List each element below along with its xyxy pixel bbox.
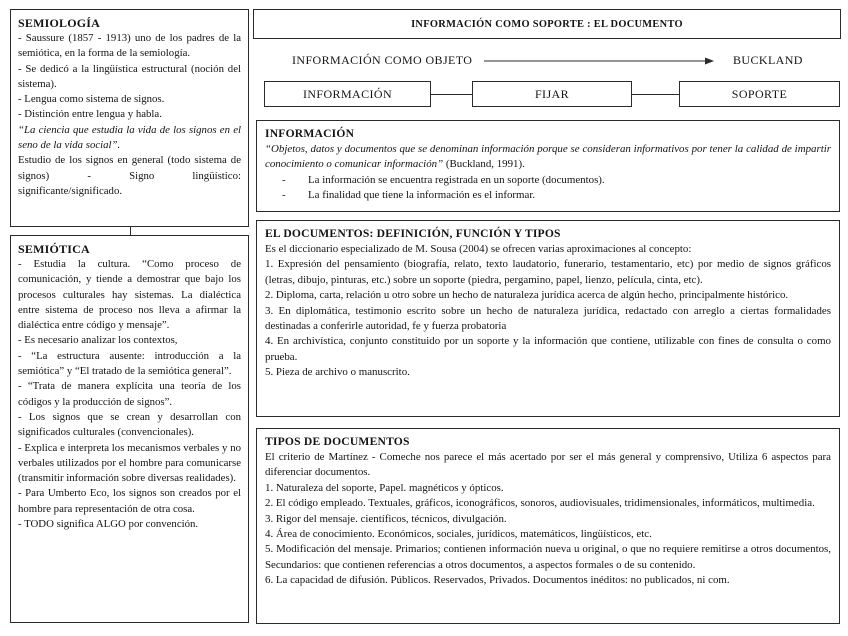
semiotica-item: - TODO significa ALGO por convención. xyxy=(18,518,199,531)
semiotica-title: SEMIÓTICA xyxy=(18,242,90,256)
informacion-quote-paragraph xyxy=(265,142,831,173)
tipos-box xyxy=(256,428,840,624)
semiotica-item: - Explica e interpreta los mecanismos verbales y no verbales utilizados por el hombre para comunicarse (transmitir información sobre diversas realidades). xyxy=(18,441,241,485)
tipos-item: 4. Área de conocimiento. Económicos, sociales, jurídicos, matemáticos, lingüísticos, etc. xyxy=(265,528,652,541)
bullet-text: La finalidad que tiene la información es el informar. xyxy=(308,189,536,202)
documentos-intro: Es el diccionario especializado de M. Sousa (2004) se ofrecen varias aproximaciones al concepto: xyxy=(265,243,692,255)
tipos-item: 5. Modificación del mensaje. Primarios; contienen información nueva u original, o que no requiere remitirse a otros documentos, Secundarios: que contienen referencias a otros documentos, a aspectos formales o de su contenido. xyxy=(265,543,831,571)
semiotica-box xyxy=(10,235,249,623)
semiotica-item: - Es necesario analizar los contextos, xyxy=(18,334,178,347)
documentos-box xyxy=(256,220,840,417)
semiologia-item: - Lengua como sistema de signos. xyxy=(18,93,165,106)
semiologia-title: SEMIOLOGÍA xyxy=(18,16,101,30)
page-title: INFORMACIÓN COMO SOPORTE : EL DOCUMENTO xyxy=(253,9,841,39)
semiotica-item: - Estudia la cultura. “Como proceso de comunicación, y tiende a demostrar que bajo los procesos culturales hay sistemas. La dialéctica entre sistema de proceso nos lleva a afirmar la dialéctica entre código y mensaje”. xyxy=(18,258,241,332)
diagram-connector xyxy=(431,94,472,95)
semiologia-box xyxy=(10,9,249,227)
box-connector xyxy=(130,227,131,235)
author-label: BUCKLAND xyxy=(733,53,803,67)
documentos-item: 4. En archivística, conjunto constituido por un soporte y la información que contiene, utilizable con fines de consulta o como prueba. xyxy=(265,335,831,363)
documentos-item: 5. Pieza de archivo o manuscrito. xyxy=(265,366,410,379)
semiotica-item: - Los signos que se crean y desarrollan con significados culturales (convencionales). xyxy=(18,410,241,439)
semiologia-item: - Distinción entre lengua y habla. xyxy=(18,108,162,121)
semiotica-item: - “Trata de manera explícita una teoría de los códigos y la producción de signos”. xyxy=(18,380,241,408)
tipos-title: TIPOS DE DOCUMENTOS xyxy=(265,435,410,448)
semiotica-item: - Para Umberto Eco, los signos son creados por el hombre para representación de otra cosa. xyxy=(18,487,241,515)
tipos-item: 3. Rigor del mensaje. científicos, técnicos, divulgación. xyxy=(265,512,507,525)
semiologia-item: Estudio de los signos en general (todo sistema de signos) - Signo lingüístico: significante/significado. xyxy=(18,154,241,197)
bullet-mark: - xyxy=(282,173,286,186)
informacion-quote: “Objetos, datos y documentos que se denominan información porque se consideran informativos por tener la calidad de impartir conocimiento o comunicar información” xyxy=(265,143,831,171)
diagram-connector xyxy=(632,94,679,95)
documentos-item: 1. Expresión del pensamiento (biografía, relato, texto laudatorio, funerario, testamentario, etc) por medio de signos gráficos (letras, dibujo, pinturas, etc.) sobre un soporte (piedra, pergamino, papel, lienzo, película, cinta, etc). xyxy=(265,258,831,286)
documentos-title: EL DOCUMENTOS: DEFINICIÓN, FUNCIÓN Y TIPOS xyxy=(265,227,561,240)
semiologia-item: - Se dedicó a la lingüística estructural (noción del sistema). xyxy=(18,62,241,90)
documentos-item: 2. Diploma, carta, relación u otro sobre un hecho de naturaleza jurídica acerca de algún hecho, principalmente histórico. xyxy=(265,289,789,302)
semiologia-item: - Saussure (1857 - 1913) uno de los padres de la semiótica, en la forma de la semiología. xyxy=(18,32,241,60)
documentos-item: 3. En diplomática, testimonio escrito sobre un hecho de naturaleza jurídica, redactado con arreglo a ciertas formalidades destinadas a conferirle autoridad, fe y fuerza probatoria xyxy=(265,304,831,333)
tipos-intro: El criterio de Martínez - Comeche nos parece el más acertado por ser el más general y comprensivo, Utiliza 6 aspectos para diferenciar documentos. xyxy=(265,451,831,479)
informacion-title: INFORMACIÓN xyxy=(265,127,355,140)
tipos-item: 6. La capacidad de difusión. Públicos. Reservados, Privados. Documentos inéditos: no publicados, ni com. xyxy=(265,574,730,587)
tipos-item: 1. Naturaleza del soporte, Papel. magnéticos y ópticos. xyxy=(265,481,504,494)
semiotica-item: - “La estructura ausente: introducción a la semiótica” y “El tratado de la semiótica general”. xyxy=(18,349,241,378)
tipos-item: 2. El código empleado. Textuales, gráficos, iconográficos, sonoros, audiovisuales, tridimensionales, informáticos, multimedia. xyxy=(265,497,815,510)
bullet-text: La información se encuentra registrada en un soporte (documentos). xyxy=(308,173,605,186)
list-item xyxy=(282,173,831,188)
informacion-box xyxy=(256,120,840,212)
diagram-box-fijar: FIJAR xyxy=(472,81,632,107)
semiologia-quote: “La ciencia que estudia la vida de los signos en el seno de la vida social”. xyxy=(18,123,241,152)
diagram-box-informacion: INFORMACIÓN xyxy=(264,81,431,107)
diagram-box-soporte: SOPORTE xyxy=(679,81,840,107)
object-label: INFORMACIÓN COMO OBJETO xyxy=(292,53,473,67)
informacion-citation: (Buckland, 1991). xyxy=(443,158,525,171)
list-item xyxy=(282,188,831,203)
bullet-mark: - xyxy=(282,189,286,202)
